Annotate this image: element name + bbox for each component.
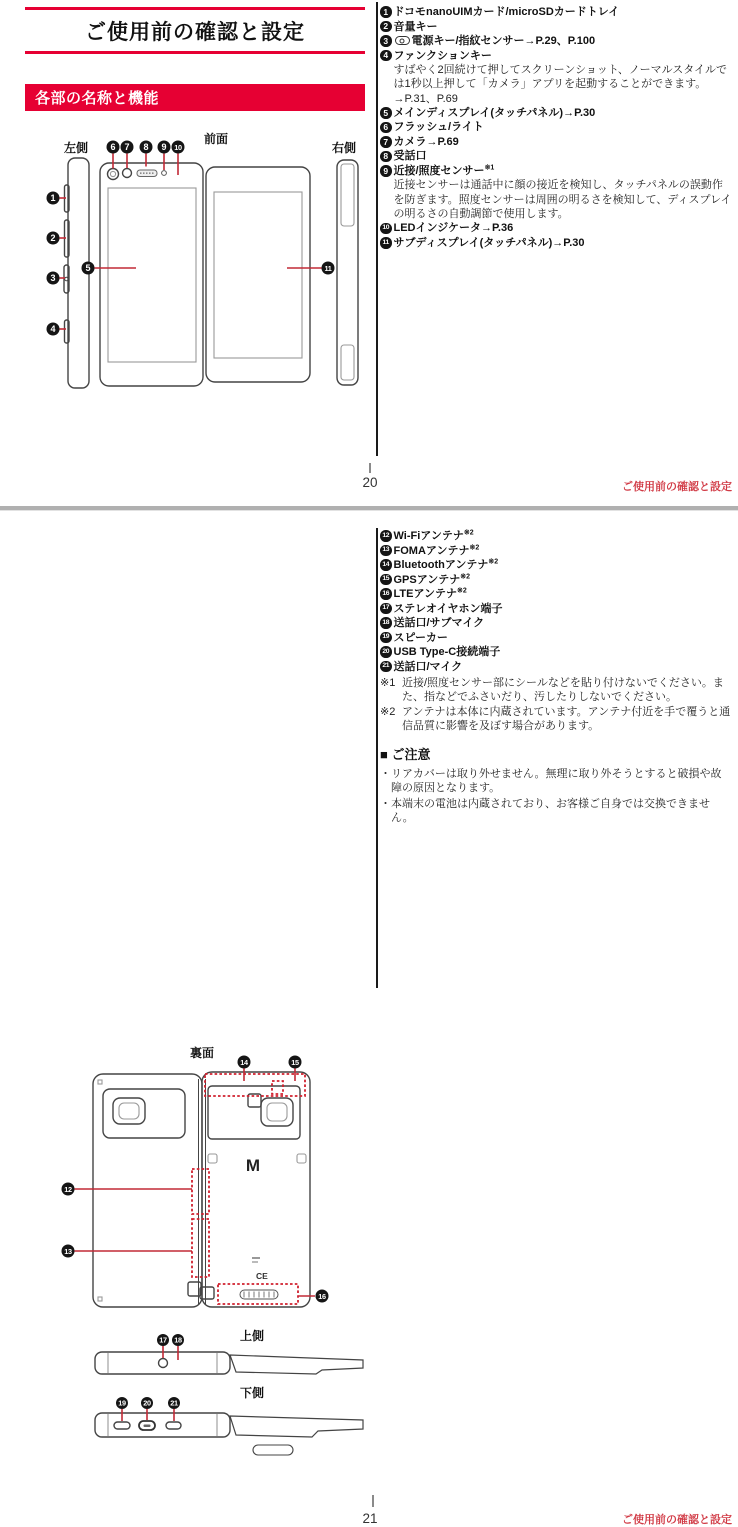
parts-list-item: [380, 645, 732, 660]
page-21: [0, 511, 738, 1526]
earphone-jack-hole: [159, 1359, 168, 1368]
mic-port: [166, 1422, 181, 1429]
item-number-badge: 11: [380, 237, 392, 249]
speaker-slot: [240, 1290, 278, 1299]
top-edge-body: [95, 1352, 363, 1374]
top-side-label: 上側: [239, 1329, 265, 1343]
svg-text:15: 15: [291, 1057, 299, 1067]
footer-section-title: ご使用前の確認と設定: [622, 481, 732, 493]
parts-list-item: [380, 149, 732, 164]
parts-list-item: [380, 587, 732, 602]
flash-light-icon: [108, 169, 119, 180]
part-label: LTEアンテナ$^{※2}$: [393, 587, 467, 600]
leader-lines: [163, 1346, 178, 1360]
parts-list-item: [380, 616, 732, 631]
svg-text:18: 18: [174, 1335, 182, 1345]
part-label: 近接/照度センサー$^{※1}$: [393, 164, 495, 177]
caution-bullets: [380, 767, 732, 825]
item-number-badge: 7: [380, 136, 392, 148]
back-view-diagram: [55, 1039, 355, 1324]
part-label: メインディスプレイ(タッチパネル)→P.30: [393, 106, 596, 119]
footnote: [380, 676, 732, 705]
svg-text:4: 4: [50, 324, 56, 335]
speaker-port: [114, 1422, 130, 1429]
item-number-badge: 17: [380, 603, 392, 615]
hinge-latch: [188, 1282, 214, 1299]
power-key-icon: [395, 36, 410, 45]
parts-list-item: [380, 106, 732, 121]
fold-mark: [369, 463, 371, 473]
footnote: [380, 705, 732, 734]
parts-list-item: [380, 135, 732, 150]
footnote-ref: ※2: [488, 558, 499, 566]
right-column: [380, 529, 732, 826]
item-number-badge: 19: [380, 632, 392, 644]
svg-text:14: 14: [240, 1057, 248, 1067]
bullet-marker: ・: [380, 768, 391, 781]
parts-list-item: [380, 602, 732, 617]
svg-text:13: 13: [64, 1246, 72, 1256]
item-number-badge: 13: [380, 545, 392, 557]
right-side-view: [337, 160, 358, 385]
part-label: スピーカー: [393, 631, 448, 644]
page-number: 21: [362, 1511, 378, 1526]
item-number-badge: 4: [380, 50, 392, 62]
diagram-number-markers: [116, 1397, 180, 1409]
diagram-number-markers: [157, 1334, 184, 1346]
svg-text:21: 21: [170, 1398, 178, 1408]
chapter-title-box: [25, 7, 365, 54]
part-label: GPSアンテナ$^{※2}$: [393, 572, 471, 586]
item-number-badge: 18: [380, 617, 392, 629]
part-label: 受話口: [393, 150, 427, 163]
svg-text:12: 12: [64, 1184, 72, 1194]
part-label: 電源キー/指紋センサー→P.29、P.100: [411, 35, 596, 47]
part-label: LEDインジケータ→P.36: [393, 222, 514, 235]
parts-list-item: [380, 34, 732, 49]
part-label: ドコモnanoUIMカード/microSDカードトレイ: [393, 6, 620, 18]
item-number-badge: 10: [380, 223, 392, 235]
proximity-sensor-dot: [162, 171, 167, 176]
parts-list-item: [380, 120, 732, 135]
front-label: 前面: [203, 132, 229, 146]
part-label: フラッシュ/ライト: [393, 121, 484, 134]
footer-section-title: ご使用前の確認と設定: [622, 1514, 732, 1526]
item-number-badge: 6: [380, 122, 392, 134]
part-label: 送話口/サブマイク: [393, 617, 485, 629]
page-number: 20: [362, 475, 378, 490]
top-side-diagram: [60, 1326, 370, 1381]
svg-text:11: 11: [324, 263, 332, 273]
item-number-badge: 8: [380, 151, 392, 163]
footnote-marker: ※1: [380, 677, 396, 689]
item-number-badge: 3: [380, 35, 392, 47]
bullet-text: リアカバーは取り外せません。無理に取り外そうとすると破損や故障の原因となります。: [391, 768, 722, 795]
svg-text:2: 2: [50, 233, 56, 244]
section-banner: [25, 84, 365, 111]
part-label: ステレオイヤホン端子: [393, 602, 503, 615]
back-label: 裏面: [189, 1046, 215, 1060]
svg-text:16: 16: [318, 1291, 326, 1301]
section-banner-label: 各部の名称と機能: [35, 90, 160, 107]
item-number-badge: 15: [380, 574, 392, 586]
svg-text:8: 8: [143, 142, 149, 153]
parts-list-item: [380, 5, 732, 20]
item-number-badge: 5: [380, 107, 392, 119]
part-label: 送話口/マイク: [393, 660, 463, 673]
item-number-badge: 21: [380, 661, 392, 673]
footnote-ref: ※2: [469, 543, 480, 551]
item-number-badge: 20: [380, 646, 392, 658]
parts-list-item: [380, 558, 732, 573]
front-view-diagram: [35, 130, 375, 405]
left-side-label: 左側: [64, 141, 89, 155]
item-number-badge: 1: [380, 6, 392, 18]
bottom-side-label: 下側: [239, 1386, 265, 1400]
parts-list-item: [380, 573, 732, 588]
part-label: USB Type-C接続端子: [393, 646, 501, 658]
parts-list-item: [380, 236, 732, 251]
part-description: すばやく2回続けて押してスクリーンショット、ノーマルスタイルでは1秒以上押して「カメラ」アプリを起動することができます。→P.31、P.69: [393, 64, 728, 105]
footnotes: [380, 676, 732, 733]
column-divider: [376, 2, 378, 456]
camera-icon: [123, 169, 132, 178]
leader-lines: [60, 154, 322, 330]
svg-text:5: 5: [85, 263, 91, 274]
brand-logo: M: [245, 1156, 261, 1175]
page-separator: [0, 506, 738, 511]
part-description: 近接センサーは通話中に顔の接近を検知し、タッチパネルの誤動作を防ぎます。照度センサーは周囲の明るさを検知して、ディスプレイの明るさの自動調節で使用します。: [393, 179, 732, 220]
bottom-edge-body: [95, 1413, 363, 1455]
part-label: Wi-Fiアンテナ$^{※2}$: [393, 529, 474, 542]
footnote-marker: ※2: [380, 705, 396, 718]
footnote-ref: ※2: [460, 572, 471, 580]
front-phones: [100, 163, 310, 386]
svg-text:17: 17: [159, 1335, 167, 1345]
fold-mark: [372, 1495, 374, 1507]
caution-bullet: [380, 767, 732, 796]
caution-bullet: [380, 797, 732, 826]
leader-lines: [122, 1409, 174, 1421]
caution-heading: ■ ご注意: [380, 747, 431, 763]
parts-list-item: [380, 631, 732, 646]
svg-text:20: 20: [143, 1398, 151, 1408]
ce-mark: CE: [256, 1271, 268, 1281]
bottom-side-diagram: [60, 1383, 370, 1461]
part-label: カメラ→P.69: [393, 135, 459, 148]
column-divider: [376, 528, 378, 988]
svg-text:10: 10: [174, 142, 182, 152]
item-number-badge: 2: [380, 21, 392, 33]
parts-list-1-11: [380, 5, 732, 250]
parts-list-item: [380, 49, 732, 64]
item-number-badge: 9: [380, 165, 392, 177]
chapter-title: ご使用前の確認と設定: [85, 20, 305, 44]
main-display: [108, 188, 196, 362]
diagram-number-markers: [62, 1056, 329, 1303]
svg-text:1: 1: [50, 193, 56, 204]
parts-list-12-21: [380, 529, 732, 674]
caution-block: [380, 744, 732, 825]
svg-text:7: 7: [124, 142, 130, 153]
footnote-text: アンテナは本体に内蔵されています。アンテナ付近を手で覆うと通信品質に影響を及ぼす場合があります。: [402, 705, 731, 732]
parts-list-item: [380, 164, 732, 179]
part-label: ファンクションキー: [393, 49, 492, 62]
parts-list-item: [380, 529, 732, 544]
parts-list-item: [380, 20, 732, 35]
right-side-label: 右側: [332, 141, 357, 155]
part-label: Bluetoothアンテナ$^{※2}$: [393, 558, 499, 571]
item-number-badge: 14: [380, 559, 392, 571]
svg-text:6: 6: [110, 142, 116, 153]
footnote-ref: ※1: [484, 164, 495, 172]
parts-list-item: [380, 544, 732, 559]
bullet-marker: ・: [380, 797, 391, 810]
sub-display: [214, 192, 302, 358]
regulatory-marks: [252, 1257, 260, 1259]
footnote-ref: ※2: [463, 529, 474, 537]
bullet-text: 本端末の電池は内蔵されており、お客様ご自身では交換できません。: [391, 797, 710, 825]
svg-text:3: 3: [50, 273, 56, 284]
svg-text:9: 9: [161, 142, 167, 153]
item-number-badge: 12: [380, 530, 392, 542]
page-20: [0, 0, 738, 507]
parts-list-item: [380, 660, 732, 675]
antenna-zones: [192, 1074, 305, 1304]
footnote-ref: ※2: [457, 587, 467, 595]
item-number-badge: 16: [380, 588, 392, 600]
parts-list-item: [380, 221, 732, 236]
part-label: FOMAアンテナ$^{※2}$: [393, 543, 480, 557]
part-label: 音量キー: [393, 20, 438, 33]
part-label: サブディスプレイ(タッチパネル)→P.30: [393, 236, 585, 249]
footnote-text: 近接/照度センサー部にシールなどを貼り付けないでください。また、指などでふさいだり、汚したりしないでください。: [402, 677, 724, 704]
svg-text:19: 19: [118, 1398, 126, 1408]
